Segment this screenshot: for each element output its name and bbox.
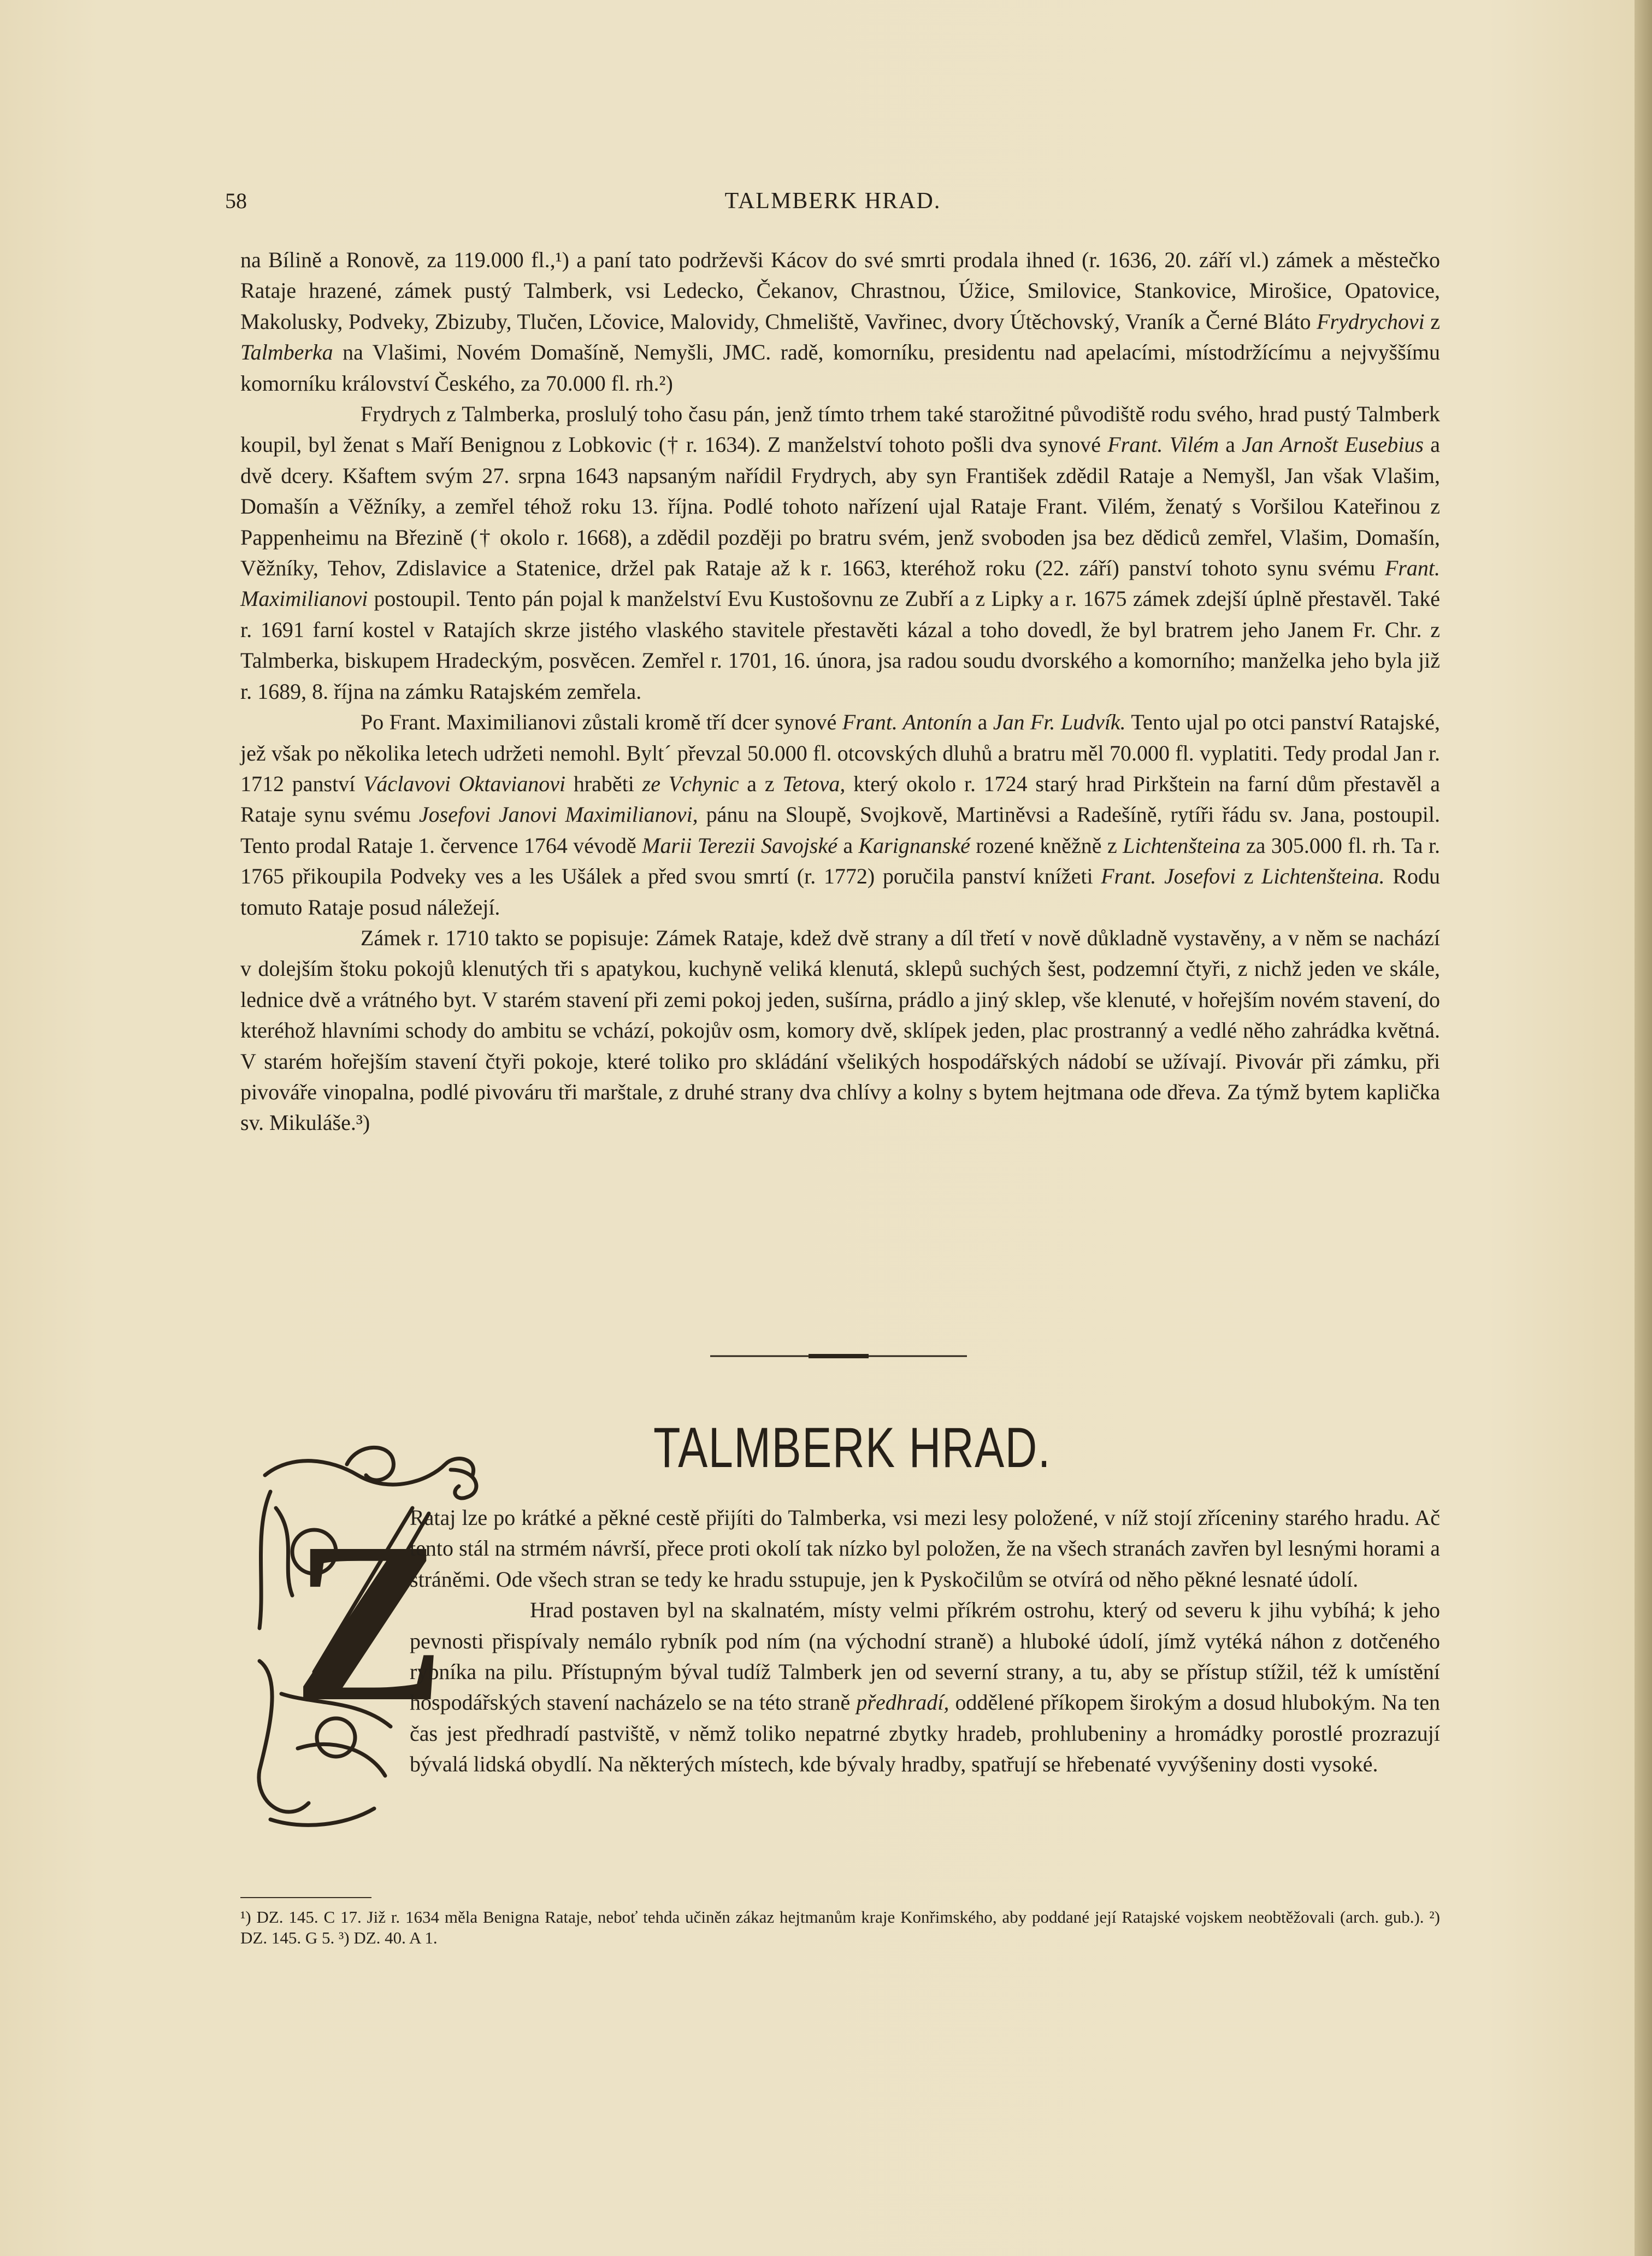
paragraph-4: Zámek r. 1710 takto se popisuje: Zámek Rataje, kdež dvě strany a díl třetí v nově důkladně vystavěny, a v něm se nachází v dolejším štoku pokojů klenutých tři s apatykou, kuchyně veliká klenutá, sklepů suchých šest, podzemní čtyři, z nichž jeden ve skále, lednice dvě a vrátného byt. V starém stavení při zemi pokoj jeden, sušírna, prádlo a jiný sklep, vše klenuté, v hořejším novém stavení, do kteréhož hlavními schody do ambitu se vchází, pokojův osm, komory dvě, sklípek jeden, plac prostranný a vedlé něho zahrádka květná. V starém hořejším stavení čtyři pokoje, které toliko pro skládání všelikých hospodářských nádobí se užívají. Pivovár při zámku, při pivováře vinopalna, podlé pivováru tři marštale, z druhé strany dva chlívy a kolny s bytem hejtmana ode dřeva. Za týmž bytem kaplička sv. Mikuláše.³) [240,925,1440,1135]
paragraph-1 [240,245,1440,399]
text-run: Rodu tomuto Rataje posud náležejí. [240,864,1440,920]
text-run: hraběti [565,771,642,796]
page-edge [1635,0,1652,2256]
text-run: Hrad postaven byl na skalnatém, místy velmi příkrém ostrohu, který od severu k jihu vybíhá; k jeho pevnosti přispívaly nemálo rybník pod ním (na východní straně) a hluboké údolí, jímž vytéká náhon z dotčeného rybníka na pilu. Přístupným býval tudíž Talmberk jen od severní strany, a tu, aby se přístup stížil, též k umístění hospodářských stavení nacházelo se na této straně [410,1598,1440,1715]
italic-name: Marii Terezii Savojské [642,833,837,858]
italic-name: ze Vchynic [642,771,739,796]
italic-name: Frant. Maximilianovi [240,556,1440,611]
section-divider-ornament [710,1351,967,1362]
text-run: a [972,710,993,735]
text-run: na Bílině a Ronově, za 119.000 fl.,¹) a paní tato podrževši Kácov do své smrti prodala ihned (r. 1636, 20. září vl.) zámek a městečko Rataje hrazené, zámek pustý Talmberk, vsi Ledecko, Čekanov, Chrastnou, Úžice, Smilovice, Stankovice, Mirošice, Opatovice, Makolusky, Podveky, Zbizuby, Tlučen, Lčovice, Malovidy, Chmeliště, Vavřinec, dvory Útěchovský, Vraník a Černé Bláto [240,248,1440,334]
initial-letter: Z [292,1495,446,1749]
italic-name: Václavovi Oktavianovi [363,771,566,796]
italic-name: Josefovi Janovi Maximilianovi, [418,802,698,827]
italic-name: Frydrychovi [1317,309,1425,334]
text-run: postoupil. Tento pán pojal k manželství Evu Kustošovnu ze Zubří a z Lipky a r. 1675 zámek zdejší úplně přestavěl. Také r. 1691 farní kostel v Ratajích skrze jistého vlaského stavitele přestavěti kázal a toho dovedl, že byl bratrem jeho Janem Fr. Chr. z Talmberka, biskupem Hradeckým, posvěcen. Zemřel r. 1701, 16. února, jsa radou soudu dvorského a komorního; manželka jeho byla již r. 1689, 8. října na zámku Ratajském zemřela. [240,586,1440,704]
section-paragraph-1: Rataj lze po krátké a pěkné cestě přijíti do Talmberka, vsi mezi lesy položené, v níž stojí zříceniny starého hradu. Ač tento stál na strmém návrší, přece proti okolí tak nízko byl položen, že na všech stranách zavřen byl lesnými horami a stráněmi. Ode všech stran se tedy ke hradu sstupuje, jen k Pyskočilům se otvírá od něho pěkné lesnaté údolí. [410,1505,1440,1592]
section-title: TALMBERK HRAD. [653,1416,1051,1480]
main-text [240,245,1440,1139]
italic-name: Tetova, [782,771,846,796]
italic-name: Frant. Vilém [1107,432,1219,457]
paragraph-2 [240,399,1440,707]
italic-name: Frant. Antonín [842,710,972,735]
italic-term: předhradí, [856,1690,949,1715]
italic-name: Jan Fr. Ludvík. [993,710,1126,735]
text-run: za 305.000 fl. rh. Ta r. 1765 přikoupila Podveky ves a les Ušálek a před svou smrtí (r. 1772) poručila panství knížeti [240,833,1440,889]
text-run: který okolo r. 1724 starý hrad Pirkštein na farní dům přestavěl a Rataje synu svému [240,771,1440,827]
running-header [225,179,1441,223]
text-run: a dvě dcery. Kšaftem svým 27. srpna 1643 napsaným nařídil Frydrych, aby syn František zdědil Rataje a Nemyšl, Jan však Vlašim, Domašín a Věžníky, a zemřel téhož roku 13. října. Podlé tohoto nařízení ujal Rataje Frant. Vilém, ženatý s Voršilou Kateřinou z Pappenheimu na Březině († okolo r. 1668), a zdědil později po bratru svém, jenž svoboden jsa bez dědiců zemřel, Vlašim, Domašín, Věžníky, Tehov, Zdislavice a Statenice, držel pak Rataje až k r. 1663, kteréhož roku (22. září) panství tohoto synu svému [240,432,1440,581]
text-run: a [1218,432,1242,457]
text-run: z [1236,864,1262,889]
text-run: Po Frant. Maximilianovi zůstali kromě tří dcer synové [361,710,842,735]
page-number: 58 [225,189,247,213]
text-run: Frydrych z Talmberka, proslulý toho času pán, jenž tímto trhem také starožitné původiště rodu svého, hrad pustý Talmberk koupil, byl ženat s Maří Benignou z Lobkovic († r. 1634). Z manželství tohoto pošli dva synové [240,402,1440,457]
italic-name: Lichtenšteina. [1261,864,1385,889]
text-run: Tento ujal po otci panství Ratajské, jež však po několika letech udržeti nemohl. Byltˊ převzal 50.000 fl. otcovských dluhů a bratru měl 70.000 fl. vyplatiti. Tedy prodal Jan r. 1712 panství [240,710,1440,796]
text-run: rozené kněžně z [970,833,1123,858]
italic-name: Lichtenšteina [1123,833,1241,858]
italic-name: Frant. Josefovi [1101,864,1236,889]
running-title: TALMBERK HRAD. [724,189,941,214]
footnotes: ¹) DZ. 145. C 17. Již r. 1634 měla Benigna Rataje, neboť tehda učiněn zákaz hejtmanům kraje Konřimského, aby poddané její Ratajské vojskem neobtěžovali (arch. gub.). ²) DZ. 145. G 5. ³) DZ. 40. A 1. [240,1907,1440,1947]
italic-name: Talmberka [240,340,333,365]
section-text [240,1503,1440,1841]
text-run: a z [739,771,783,796]
text-run: na Vlašimi, Novém Domašíně, Nemyšli, JMC. radě, komorníku, presidentu nad apelacími, místodržícímu a nejvyššímu komorníku království Českého, za 70.000 fl. rh.²) [240,340,1440,396]
italic-name: Jan Arnošt Eusebius [1242,432,1424,457]
text-run: z [1424,309,1440,334]
initial-space [240,1503,410,1841]
paragraph-3 [240,707,1440,923]
footnote-rule [240,1897,371,1898]
section-paragraph-2 [240,1595,1440,1780]
italic-name: Karignanské [858,833,970,858]
text-run: a [837,833,859,858]
text-run: oddělené příkopem širokým a dosud hlubokým. Na ten čas jest předhradí pastviště, v němž toliko nepatrné zbytky hradeb, prohlubeniny a hromádky porostlé prozrazují bývalá lidská obydlí. Na některých místech, kde bývaly hradby, spatřují se hřebenaté vyvýšeniny dosti vysoké. [410,1690,1441,1777]
text-run: pánu na Sloupě, Svojkově, Martiněvsi a Radešíně, rytíři řádu sv. Jana, postoupil. Tento prodal Rataje 1. července 1764 vévodě [240,802,1440,858]
